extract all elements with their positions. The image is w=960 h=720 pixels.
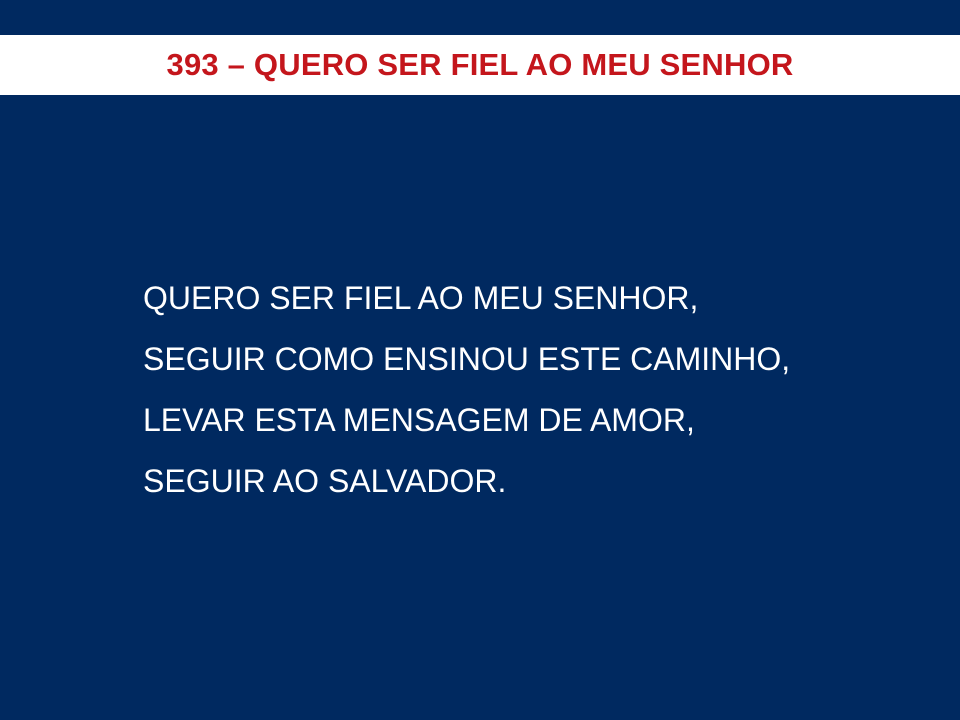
lyric-line-3: LEVAR ESTA MENSAGEM DE AMOR,: [143, 402, 695, 438]
hymn-title: 393 – QUERO SER FIEL AO MEU SENHOR: [166, 47, 794, 82]
lyric-line-4: SEGUIR AO SALVADOR.: [143, 463, 507, 499]
lyrics-verse: [143, 268, 790, 512]
lyric-line-1: QUERO SER FIEL AO MEU SENHOR,: [143, 280, 699, 316]
lyric-line-2: SEGUIR COMO ENSINOU ESTE CAMINHO,: [143, 341, 791, 377]
title-bar: [0, 35, 960, 95]
